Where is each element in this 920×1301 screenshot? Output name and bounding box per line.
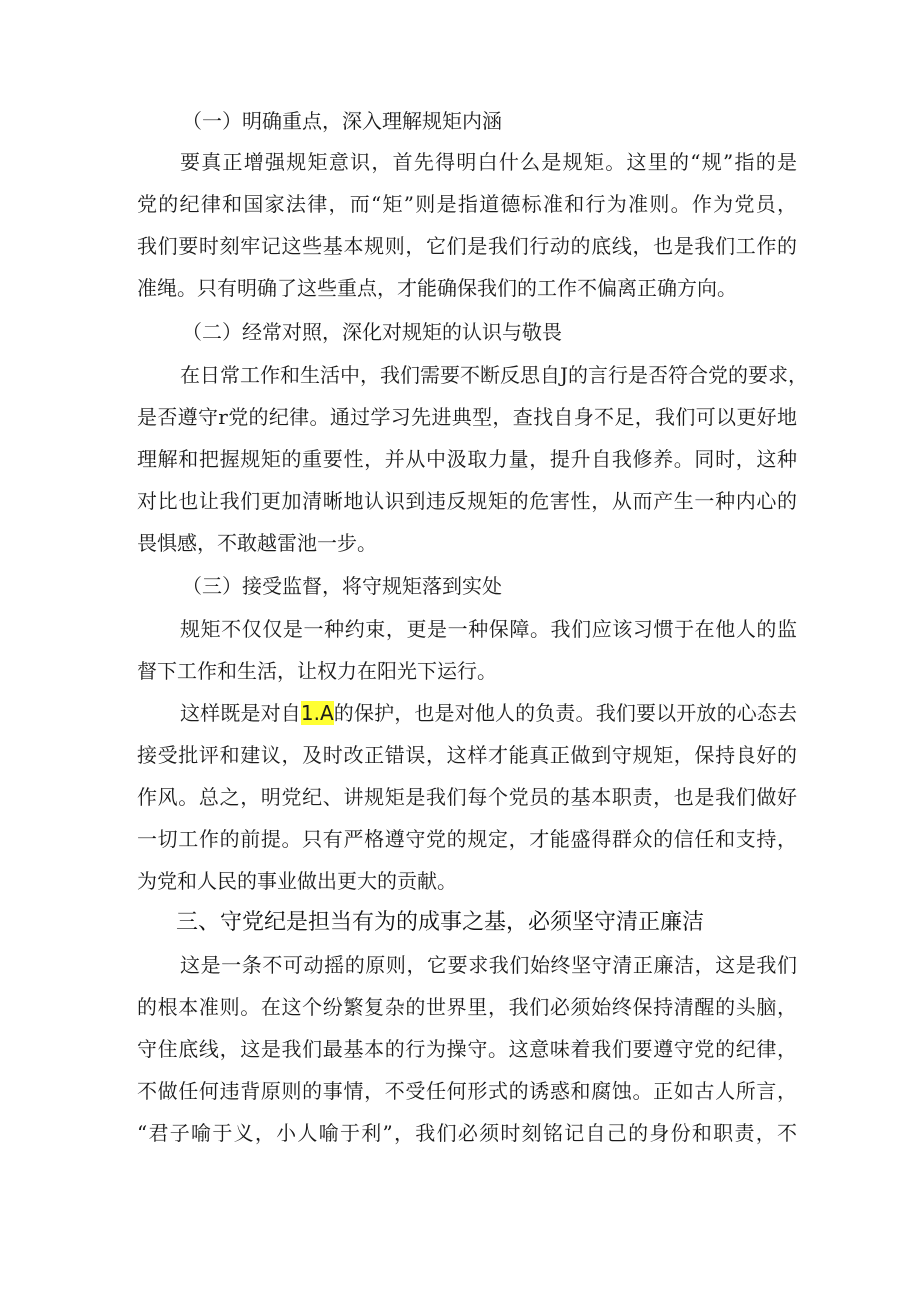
text-run: 这样既是对自: [180, 701, 301, 725]
paragraph-line: 一切工作的前提。只有严格遵守党的规定，才能盛得群众的信任和支持，: [137, 827, 797, 851]
paragraph-line: 是否遵守r党的纪律。通过学习先进典型，查找自身不足，我们可以更好地: [137, 405, 797, 429]
paragraph-line-highlighted: [180, 699, 797, 727]
paragraph-line: 的根本准则。在这个纷繁复杂的世界里，我们必须始终保持清醒的头脑，: [137, 995, 797, 1019]
text-run: 的保护，也是对他人的负责。我们要以开放的心态去: [333, 701, 798, 725]
paragraph-line: 守住底线，这是我们最基本的行为操守。这意味着我们要遵守党的纪律，: [137, 1037, 797, 1061]
section-2-heading: （二）经常对照，深化对规矩的认识与敬畏: [182, 320, 562, 344]
paragraph-line: 在日常工作和生活中，我们需要不断反思自J的言行是否符合党的要求，: [180, 363, 809, 387]
paragraph-line: 理解和把握规矩的重要性，并从中汲取力量，提升自我修养。同时，这种: [137, 447, 797, 471]
section-3-heading: （三）接受监督，将守规矩落到实处: [182, 574, 502, 598]
paragraph-line: 作风。总之，明党纪、讲规矩是我们每个党员的基本职责，也是我们做好: [137, 785, 797, 809]
paragraph-line: “君子喻于义，小人喻于利”，我们必须时刻铭记自己的身份和职责，不: [137, 1121, 797, 1145]
paragraph-line: 我们要时刻牢记这些基本规则，它们是我们行动的底线，也是我们工作的: [137, 234, 797, 258]
chapter-3-title: 三、守党纪是担当有为的成事之基，必须坚守清正廉洁: [176, 910, 705, 935]
paragraph-line: 对比也让我们更加清晰地认识到违反规矩的危害性，从而产生一种内心的: [137, 489, 797, 513]
paragraph-line: 接受批评和建议，及时改正错误，这样才能真正做到守规矩，保持良好的: [137, 743, 797, 767]
paragraph-line: 为党和人民的事业做出更大的贡献。: [137, 869, 457, 893]
paragraph-line: 党的纪律和国家法律，而“矩”则是指道德标准和行为准则。作为党员，: [137, 192, 797, 216]
paragraph-line: 这是一条不可动摇的原则，它要求我们始终坚守清正廉洁，这是我们: [180, 953, 797, 977]
highlighted-text: 1.A: [300, 701, 334, 725]
paragraph-line: 督下工作和生活，让权力在阳光下运行。: [137, 659, 497, 683]
paragraph-line: 不做任何违背原则的事情，不受任何形式的诱惑和腐蚀。正如古人所言，: [137, 1079, 797, 1103]
paragraph-line: 畏惧感，不敢越雷池一步。: [137, 531, 377, 555]
paragraph-line: 准绳。只有明确了这些重点，才能确保我们的工作不偏离正确方向。: [137, 276, 737, 300]
paragraph-line: 规矩不仅仅是一种约束，更是一种保障。我们应该习惯于在他人的监: [180, 617, 797, 641]
section-1-heading: （一）明确重点，深入理解规矩内涵: [182, 109, 502, 133]
paragraph-line: 要真正增强规矩意识，首先得明白什么是规矩。这里的“规”指的是: [180, 150, 797, 174]
